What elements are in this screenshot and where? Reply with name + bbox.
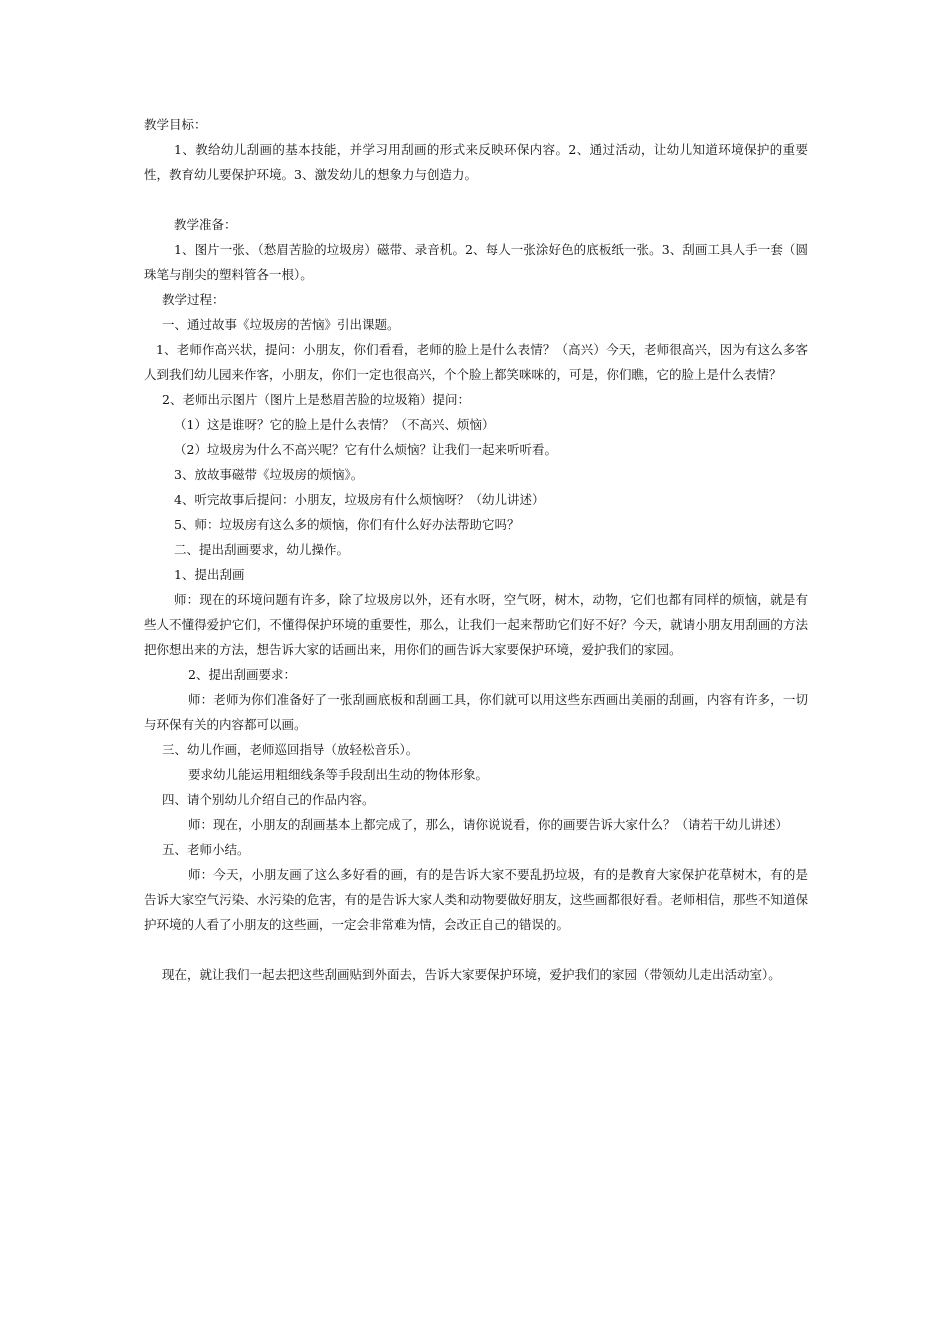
heading-teaching-prep: 教学准备：: [174, 217, 237, 232]
paragraph-goals: 1、教给幼儿刮画的基本技能，并学习用刮画的形式来反映环保内容。2、通过活动，让幼儿知道环境保护的重要性，教育幼儿要保护环境。3、激发幼儿的想象力与创造力。: [144, 142, 808, 182]
section-three-title: 三、幼儿作画，老师巡回指导（放轻松音乐）。: [162, 742, 419, 757]
paragraph-teacher-summary: 师：今天，小朋友画了这么多好看的画，有的是告诉大家不要乱扔垃圾，有的是教育大家保护花草树木，有的是告诉大家空气污染、水污染的危害，有的是告诉大家人类和动物要做好朋友，这些画都很好看。老师相信，那些不知道保护环境的人看了小朋友的这些画，一定会非常难为情，会改正自己的错误的。: [144, 867, 808, 932]
paragraph-closing: 现在，就让我们一起去把这些刮画贴到外面去，告诉大家要保护环境，爱护我们的家园（带领幼儿走出活动室）。: [162, 967, 781, 982]
blank-line: [144, 187, 808, 212]
paragraph-teacher-speech-1: 师：现在的环境问题有许多，除了垃圾房以外，还有水呀，空气呀，树木，动物，它们也都有同样的烦恼，就是有些人不懂得爱护它们，不懂得保护环境的重要性，那么，让我们一起来帮助它们好不好？今天，就请小朋友用刮画的方法把你想出来的方法，想告诉大家的话画出来，用你们的画告诉大家要保护环境，爱护我们的家园。: [144, 592, 808, 657]
paragraph-prep: 1、图片一张、（愁眉苦脸的垃圾房）磁带、录音机。2、每人一张涂好色的底板纸一张。3、刮画工具人手一套（圆珠笔与削尖的塑料管各一根）。: [144, 242, 808, 282]
paragraph-scratch-requirements: 2、提出刮画要求：: [188, 667, 296, 682]
section-one-title: 一、通过故事《垃圾房的苦恼》引出课题。: [162, 317, 400, 332]
paragraph-question-2: （2）垃圾房为什么不高兴呢？它有什么烦恼？让我们一起来听听看。: [174, 442, 557, 457]
paragraph-step-1: 1、老师作高兴状，提问：小朋友，你们看看，老师的脸上是什么表情？（高兴）今天，老师很高兴，因为有这么多客人到我们幼儿园来作客，小朋友，你们一定也很高兴，个个脸上都笑咪咪的，可是，你们瞧，它的脸上是什么表情？: [144, 342, 808, 382]
section-five-title: 五、老师小结。: [162, 842, 250, 857]
paragraph-drawing-requirement: 要求幼儿能运用粗细线条等手段刮出生动的物体形象。: [188, 767, 489, 782]
paragraph-question-1: （1）这是谁呀？它的脸上是什么表情？（不高兴、烦恼）: [174, 417, 495, 432]
paragraph-present-scratch: 1、提出刮画: [174, 567, 245, 582]
blank-line: [144, 937, 808, 962]
section-two-title: 二、提出刮画要求，幼儿操作。: [174, 542, 350, 557]
paragraph-step-5: 5、师：垃圾房有这么多的烦恼，你们有什么好办法帮助它吗？: [174, 517, 520, 532]
heading-teaching-goals: 教学目标：: [144, 117, 207, 132]
paragraph-step-4: 4、听完故事后提问：小朋友，垃圾房有什么烦恼呀？（幼儿讲述）: [174, 492, 545, 507]
paragraph-step-3: 3、放故事磁带《垃圾房的烦恼》。: [174, 467, 364, 482]
paragraph-step-2: 2、老师出示图片（图片上是愁眉苦脸的垃圾箱）提问：: [162, 392, 470, 407]
section-four-title: 四、请个别幼儿介绍自己的作品内容。: [162, 792, 375, 807]
paragraph-teacher-speech-3: 师：现在，小朋友的刮画基本上都完成了，那么，请你说说看，你的画要告诉大家什么？（请若干幼儿讲述）: [188, 817, 789, 832]
document-page: [144, 112, 808, 987]
heading-teaching-process: 教学过程：: [162, 292, 225, 307]
paragraph-teacher-speech-2: 师：老师为你们准备好了一张刮画底板和刮画工具，你们就可以用这些东西画出美丽的刮画，内容有许多，一切与环保有关的内容都可以画。: [144, 692, 808, 732]
